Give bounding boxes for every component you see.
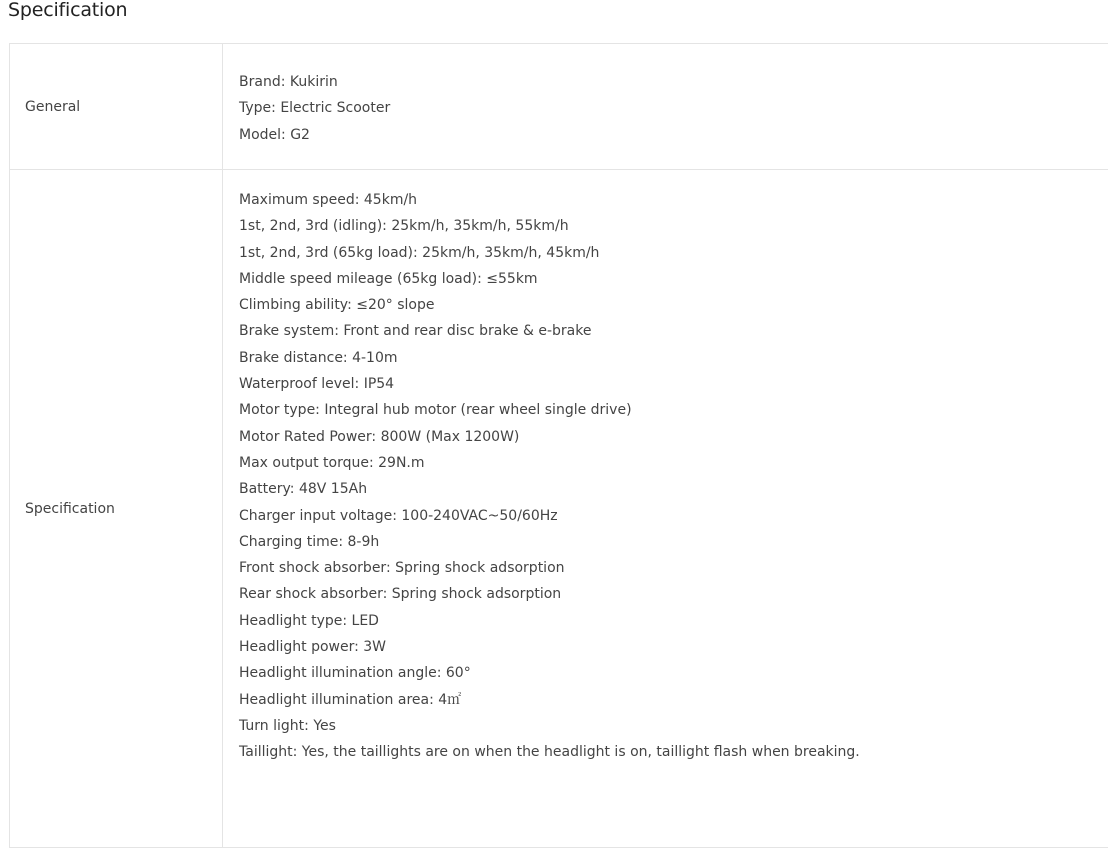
spec-line: Headlight power: 3W <box>239 634 1108 660</box>
spec-line: Headlight illumination area: 4㎡ <box>239 687 1108 713</box>
spec-line: 1st, 2nd, 3rd (idling): 25km/h, 35km/h, 55km/h <box>239 213 1108 239</box>
spec-line: Max output torque: 29N.m <box>239 450 1108 476</box>
table-row <box>10 44 1108 170</box>
spec-line: Headlight type: LED <box>239 608 1108 634</box>
spec-line: Brake system: Front and rear disc brake & e-brake <box>239 318 1108 344</box>
row-label: General <box>10 44 223 170</box>
row-label: Specification <box>10 170 223 848</box>
spec-line: Battery: 48V 15Ah <box>239 476 1108 502</box>
spec-line: Brake distance: 4-10m <box>239 345 1108 371</box>
row-values <box>223 44 1108 170</box>
spec-line: Charging time: 8-9h <box>239 529 1108 555</box>
row-values <box>223 170 1108 848</box>
spec-line: Headlight illumination angle: 60° <box>239 660 1108 686</box>
spec-line: Brand: Kukirin <box>239 69 1108 95</box>
page-title: Specification <box>8 0 127 23</box>
spec-line: Taillight: Yes, the taillights are on when the headlight is on, taillight flash when breaking. <box>239 739 1108 765</box>
spec-line: Model: G2 <box>239 122 1108 148</box>
spec-line: Charger input voltage: 100-240VAC~50/60Hz <box>239 503 1108 529</box>
spec-line: Climbing ability: ≤20° slope <box>239 292 1108 318</box>
spec-line: Middle speed mileage (65kg load): ≤55km <box>239 266 1108 292</box>
spec-line: Front shock absorber: Spring shock adsorption <box>239 555 1108 581</box>
spec-line: Maximum speed: 45km/h <box>239 187 1108 213</box>
spec-line: Turn light: Yes <box>239 713 1108 739</box>
spec-line: Rear shock absorber: Spring shock adsorption <box>239 581 1108 607</box>
spec-table <box>9 43 1108 848</box>
table-row <box>10 170 1108 848</box>
spec-line: Motor type: Integral hub motor (rear wheel single drive) <box>239 397 1108 423</box>
spec-line: Motor Rated Power: 800W (Max 1200W) <box>239 424 1108 450</box>
spec-line: 1st, 2nd, 3rd (65kg load): 25km/h, 35km/h, 45km/h <box>239 240 1108 266</box>
header-background <box>0 0 1108 22</box>
spec-line: Type: Electric Scooter <box>239 95 1108 121</box>
spec-line: Waterproof level: IP54 <box>239 371 1108 397</box>
